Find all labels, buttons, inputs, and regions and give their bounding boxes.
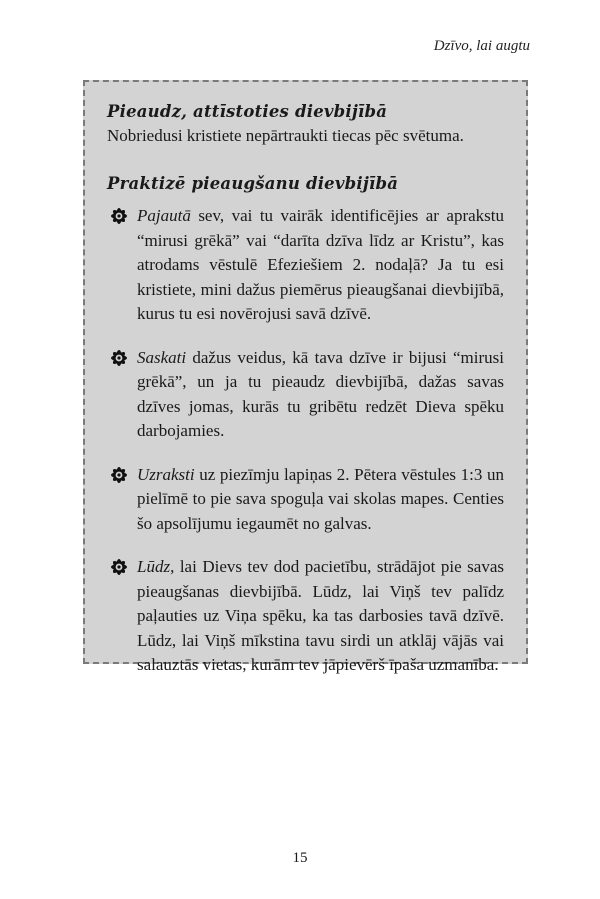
flower-icon: [107, 204, 131, 228]
flower-icon: [107, 555, 131, 579]
practice-box: [83, 80, 528, 674]
running-head: Dzīvo, lai augtu: [433, 38, 530, 54]
item-keyword: Saskati: [137, 347, 187, 367]
list-item: [107, 204, 504, 327]
flower-icon: [107, 463, 131, 487]
item-keyword: Lūdz: [137, 557, 171, 576]
item-keyword: Uzraksti: [137, 464, 195, 484]
page-number: 15: [292, 850, 308, 866]
list-item: [107, 346, 504, 444]
intro-text: Nobriedusi kristiete nepārtraukti tiecas pēc svētuma.: [107, 126, 464, 145]
flower-icon: [107, 346, 131, 370]
item-text: uz piezīmju lapiņas 2. Pētera vēstules 1:3 un pielīmē to pie sava spoguļa vai skolas mapes. Centies šo apsolījumu iegaumēt no galvas.: [137, 464, 504, 533]
item-text: dažus veidus, kā tava dzīve ir bijusi “mirusi grēkā”, un ja tu pieaudz dievbijībā, dažas savas dzīves jomas, kurās tu gribētu redzēt Dieva spēku darbojamies.: [137, 347, 504, 440]
section-heading: Pieaudz, attīstoties dievbijībā: [107, 102, 388, 121]
item-text: sev, vai tu vairāk identificējies ar aprakstu “mirusi grēkā” vai “darīta dzīva līdz ar Kristu”, kas atrodams vēstulē Efeziešiem 2. nodaļā? Ja tu esi kristiete, mini dažus piemērus pieaugšanai dievbijībā, kurus tu esi novērojusi savā dzīvē.: [137, 206, 504, 323]
practice-list: [107, 204, 504, 678]
item-text: , lai Dievs tev dod pacietību, strādājot pie savas pieaugšanas dievbijībā. Lūdz, lai Viņš tev palīdz paļauties uz Viņa spēku, ka tas darbosies tavā dzīvē. Lūdz, lai Viņš mīkstina tavu sirdi un atklāj vājās vai salauztās vietas, kurām tev jāpievērš īpaša uzmanība.: [137, 557, 504, 674]
list-item: [107, 555, 504, 678]
list-item: [107, 463, 504, 537]
practice-heading: Praktizē pieaugšanu dievbijībā: [107, 174, 399, 193]
item-keyword: Pajautā: [137, 206, 191, 225]
